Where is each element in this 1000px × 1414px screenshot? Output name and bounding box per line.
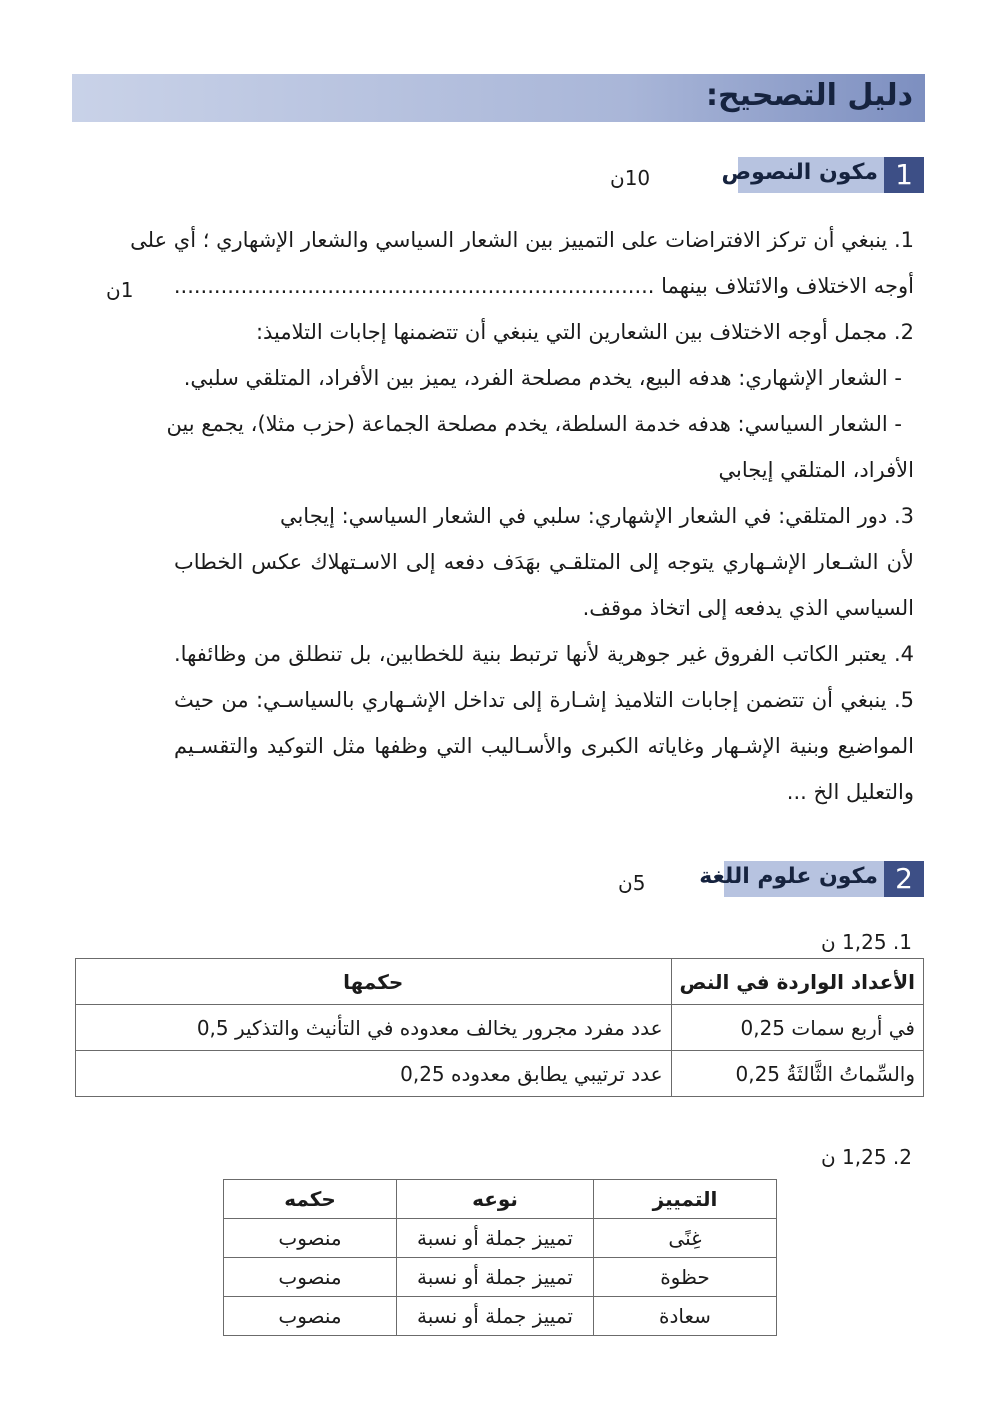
- table-row: [76, 1005, 924, 1051]
- table-row: [224, 1258, 777, 1297]
- table-cell: في أربع سمات 0,25: [671, 1005, 923, 1051]
- numbers-table: [75, 958, 924, 1097]
- section2-header: [699, 861, 924, 897]
- section2-total-score: 5ن: [618, 871, 646, 895]
- table-header-row: [76, 959, 924, 1005]
- table-header-row: [224, 1180, 777, 1219]
- table-cell: سعادة: [594, 1297, 777, 1336]
- table-cell: عدد ترتيبي يطابق معدوده 0,25: [76, 1051, 672, 1097]
- text-line: المواضيع وبنية الإشـهار وغاياته الكبرى والأسـاليب التي وظفها مثل التوكيد والتقسـيم: [174, 734, 914, 758]
- table-header-cell: حكمه: [224, 1180, 397, 1219]
- text-line: 5. ينبغي أن تتضمن إجابات التلاميذ إشـارة إلى تداخل الإشـهاري بالسياسـي: من حيث: [174, 688, 914, 712]
- table-header-cell: نوعه: [397, 1180, 594, 1219]
- table-header-cell: الأعداد الواردة في النص: [671, 959, 923, 1005]
- item1-score: 1ن: [106, 278, 134, 302]
- table-cell: والسِّماتُ الثَّالثَةُ 0,25: [671, 1051, 923, 1097]
- table-row: [224, 1297, 777, 1336]
- text-line: 4. يعتبر الكاتب الفروق غير جوهرية لأنها ترتبط بنية للخطابين، بل تنطلق من وظائفها.: [174, 642, 914, 666]
- table-cell: غِنًى: [594, 1219, 777, 1258]
- section1-header: [721, 157, 924, 193]
- table-cell: منصوب: [224, 1297, 397, 1336]
- question2-label: 2. 1,25 ن: [820, 1145, 912, 1169]
- header-banner: [72, 74, 925, 122]
- table-cell: منصوب: [224, 1219, 397, 1258]
- section2-number: 2: [884, 861, 924, 897]
- table-cell: حظوة: [594, 1258, 777, 1297]
- text-line: الأفراد، المتلقي إيجابي: [718, 458, 914, 482]
- text-line: لأن الشـعار الإشـهاري يتوجه إلى المتلقـي بهَدَف دفعه إلى الاسـتهلاك عكس الخطاب: [174, 550, 914, 574]
- text-line: 2. مجمل أوجه الاختلاف بين الشعارين التي ينبغي أن تتضمنها إجابات التلاميذ:: [255, 320, 914, 344]
- table-row: [224, 1219, 777, 1258]
- text-line: السياسي الذي يدفعه إلى اتخاذ موقف.: [582, 596, 914, 620]
- section2-title: مكون علوم اللغة: [699, 864, 878, 889]
- section1-total-score: 10ن: [610, 166, 651, 190]
- tamyeez-table: [223, 1179, 777, 1336]
- text-line: - الشعار الإشهاري: هدفه البيع، يخدم مصلحة الفرد، يميز بين الأفراد، المتلقي سلبي.: [183, 366, 902, 390]
- section1-number: 1: [884, 157, 924, 193]
- table-row: [76, 1051, 924, 1097]
- text-line: والتعليل الخ ...: [786, 780, 914, 804]
- section1-title: مكون النصوص: [721, 160, 878, 185]
- text-line: 1. ينبغي أن تركز الافتراضات على التمييز بين الشعار السياسي والشعار الإشهاري ؛ أي على: [130, 228, 914, 252]
- text-line: 3. دور المتلقي: في الشعار الإشهاري: سلبي في الشعار السياسي: إيجابي: [279, 504, 914, 528]
- table-cell: تمييز جملة أو نسبة: [397, 1297, 594, 1336]
- table-cell: تمييز جملة أو نسبة: [397, 1219, 594, 1258]
- text-line: - الشعار السياسي: هدفه خدمة السلطة، يخدم مصلحة الجماعة (حزب مثلا)، يجمع بين: [166, 412, 902, 436]
- table-header-cell: حكمها: [76, 959, 672, 1005]
- question1-label: 1. 1,25 ن: [820, 930, 912, 954]
- table-header-cell: التمييز: [594, 1180, 777, 1219]
- text-line: أوجه الاختلاف والائتلاف بينهما ........................................................................: [173, 274, 914, 298]
- table-cell: عدد مفرد مجرور يخالف معدوده في التأنيث والتذكير 0,5: [76, 1005, 672, 1051]
- table-cell: منصوب: [224, 1258, 397, 1297]
- table-cell: تمييز جملة أو نسبة: [397, 1258, 594, 1297]
- page-title: دليل التصحيح:: [706, 78, 913, 113]
